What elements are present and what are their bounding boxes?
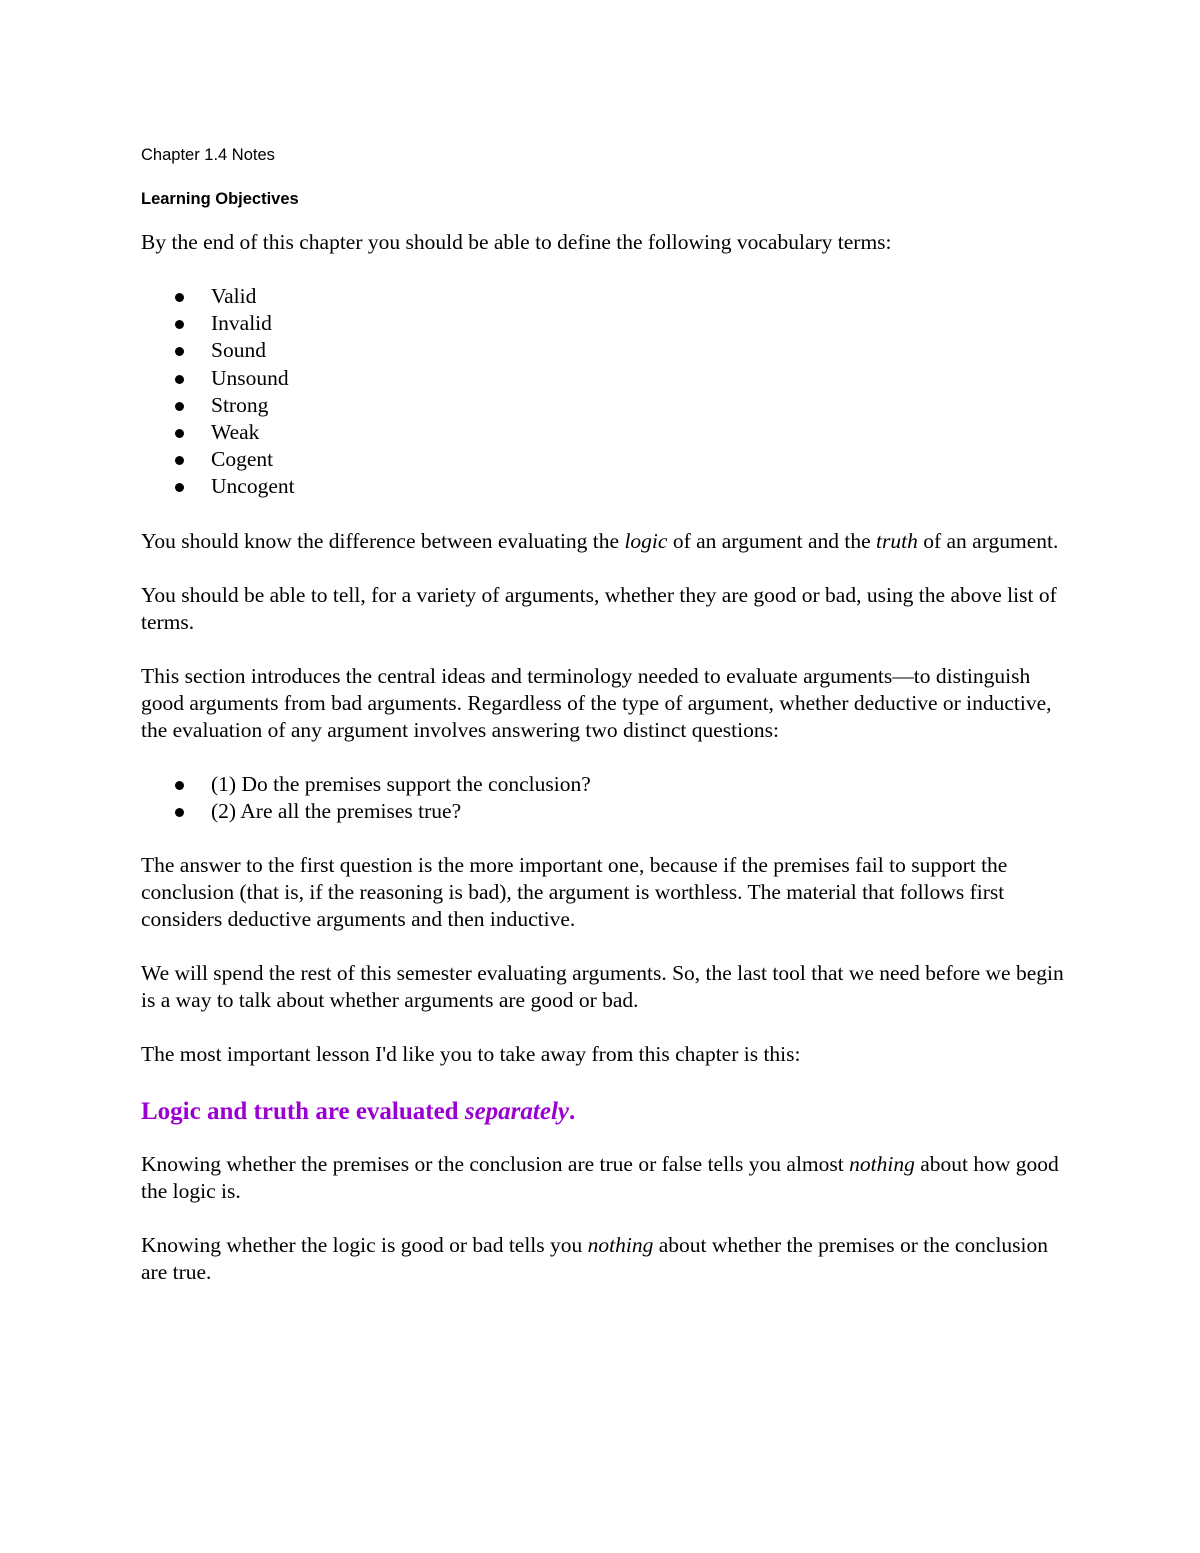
bullet-icon — [175, 402, 184, 411]
section-paragraph: This section introduces the central ideas and terminology needed to evaluate arguments—to distinguish good arguments from bad arguments. Regardless of the type of argument, whether deductive or inductive, the evaluation of any argument involves answering two distinct questions: — [141, 663, 1052, 742]
question-1: (1) Do the premises support the conclusion? — [211, 771, 591, 796]
list-item — [141, 365, 1071, 392]
difference-text-2: of an argument and the — [667, 528, 877, 553]
semester-paragraph: We will spend the rest of this semester evaluating arguments. So, the last tool that we need before we begin is a way to talk about whether arguments are good or bad. — [141, 960, 1064, 1012]
knowing2-emphasis: nothing — [587, 1232, 654, 1257]
question-2: (2) Are all the premises true? — [211, 798, 462, 823]
list-item — [141, 446, 1071, 473]
document-body — [141, 140, 1071, 1286]
knowing2-text-2: about whether the premises or the conclusion are true. — [141, 1232, 1049, 1284]
answer-paragraph: The answer to the first question is the more important one, because if the premises fail to support the conclusion (that is, if the reasoning is bad), the argument is worthless. The material that follows first considers deductive arguments and then inductive. — [141, 852, 1008, 931]
knowing-truth-paragraph — [141, 1151, 1071, 1205]
list-item — [141, 392, 1071, 419]
callout-text-1: Logic and truth are evaluated — [141, 1097, 465, 1125]
lesson-paragraph: The most important lesson I'd like you to take away from this chapter is this: — [141, 1041, 801, 1066]
term-unsound: Unsound — [211, 365, 289, 390]
questions-list — [141, 771, 1071, 825]
list-item — [141, 798, 1071, 825]
chapter-title: Chapter 1.4 Notes — [141, 146, 275, 164]
difference-text-3: of an argument. — [917, 528, 1059, 553]
list-item — [141, 310, 1071, 337]
vocabulary-list — [141, 283, 1071, 501]
list-item — [141, 419, 1071, 446]
learning-objectives-heading: Learning Objectives — [141, 190, 299, 208]
bullet-icon — [175, 456, 184, 465]
bullet-icon — [175, 320, 184, 329]
knowing2-text-1: Knowing whether the logic is good or bad tells you — [141, 1232, 588, 1257]
callout-emphasis: separately — [464, 1097, 569, 1125]
bullet-icon — [175, 293, 184, 302]
term-sound: Sound — [211, 338, 266, 363]
list-item — [141, 473, 1071, 500]
term-invalid: Invalid — [211, 311, 272, 336]
logic-emphasis: logic — [624, 528, 668, 553]
knowing-logic-paragraph — [141, 1232, 1071, 1286]
term-valid: Valid — [211, 284, 257, 308]
intro-paragraph: By the end of this chapter you should be able to define the following vocabulary terms: — [141, 230, 892, 254]
term-cogent: Cogent — [211, 447, 274, 472]
callout-text-2: . — [568, 1097, 576, 1125]
list-item — [141, 771, 1071, 798]
term-uncogent: Uncogent — [211, 474, 295, 499]
difference-paragraph — [141, 528, 1071, 555]
knowing1-text-1: Knowing whether the premises or the conclusion are true or false tells you almost — [141, 1151, 850, 1176]
key-lesson-callout — [141, 1096, 1071, 1128]
bullet-icon — [175, 429, 184, 438]
knowing1-text-2: about how good the logic is. — [141, 1151, 1059, 1203]
bullet-icon — [175, 347, 184, 356]
bullet-icon — [175, 781, 184, 790]
truth-emphasis: truth — [876, 528, 918, 553]
term-weak: Weak — [211, 419, 260, 444]
list-item — [141, 283, 1071, 310]
bullet-icon — [175, 483, 184, 492]
difference-text-1: You should know the difference between evaluating the — [141, 528, 625, 553]
bullet-icon — [175, 808, 184, 817]
tell-paragraph: You should be able to tell, for a variety of arguments, whether they are good or bad, using the above list of terms. — [141, 582, 1057, 634]
term-strong: Strong — [211, 392, 269, 417]
list-item — [141, 337, 1071, 364]
bullet-icon — [175, 375, 184, 384]
knowing1-emphasis: nothing — [849, 1151, 915, 1176]
